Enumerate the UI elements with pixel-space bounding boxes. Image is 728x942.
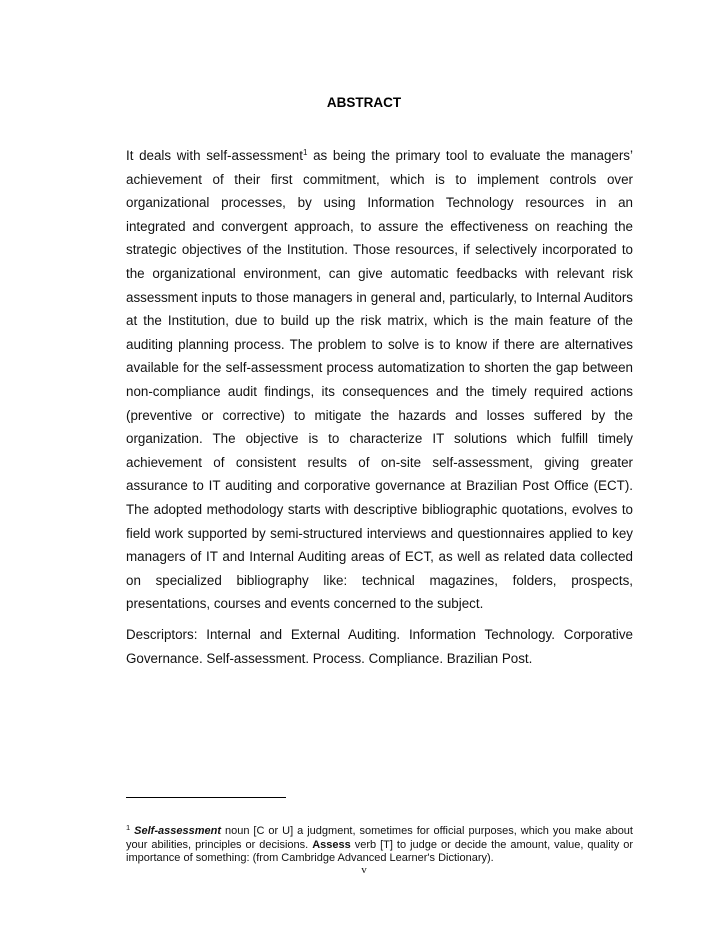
descriptors-line: Governance. Self-assessment. Process. Compliance. Brazilian Post. (126, 650, 533, 666)
footnote (126, 825, 633, 866)
abstract-line: non-compliance audit findings, its consequences and the timely required actions (126, 383, 633, 399)
abstract-line: at the Institution, due to build up the risk matrix, which is the main feature of the (126, 313, 633, 329)
abstract-line: integrated and convergent approach, to assure the effectiveness on reaching the (126, 218, 633, 234)
abstract-line: presentations, courses and events concerned to the subject. (126, 596, 484, 612)
abstract-line: field work supported by semi-structured interviews and questionnaires applied to key (126, 525, 633, 541)
descriptors-line: Descriptors: Internal and External Auditing. Information Technology. Corporative (126, 627, 633, 642)
abstract-line: It deals with self-assessment$^1$ as being the primary tool to evaluate the managers’ (126, 148, 633, 163)
abstract-line: achievement of their first commitment, which is to implement controls over (126, 171, 633, 187)
footnote-term: Self-assessment (134, 825, 221, 837)
page-title: ABSTRACT (326, 95, 402, 110)
descriptors-paragraph (126, 623, 633, 670)
abstract-line: The adopted methodology starts with descriptive bibliographic quotations, evolves to (126, 501, 633, 517)
abstract-line: strategic objectives of the Institution. Those resources, if selectively incorporated to (126, 242, 633, 258)
abstract-line: the organizational environment, can give automatic feedbacks with relevant risk (126, 265, 633, 281)
abstract-line: assurance to IT auditing and corporative governance at Brazilian Post Office (ECT). (126, 478, 633, 494)
abstract-line: organizational processes, by using Information Technology resources in an (126, 195, 633, 211)
footnote-reference: 1 (302, 148, 308, 157)
footnote-line: your abilities, principles or decisions. Assess verb [T] to judge or decide the amount, value, quality or (126, 838, 633, 851)
footnote-line: importance of something: (from Cambridge Advanced Learner's Dictionary). (126, 852, 494, 864)
abstract-line: on specialized bibliography like: technical magazines, folders, prospects, (126, 572, 633, 588)
abstract-paragraph (126, 144, 633, 616)
page-number: v (361, 864, 367, 876)
abstract-line: available for the self-assessment process automatization to shorten the gap between (126, 360, 633, 376)
abstract-line: organization. The objective is to characterize IT solutions which fulfill timely (126, 431, 633, 447)
footnote-separator (126, 797, 286, 798)
abstract-line: achievement of consistent results of on-site self-assessment, giving greater (126, 454, 633, 470)
footnote-marker: 1 (126, 823, 131, 832)
abstract-line: managers of IT and Internal Auditing areas of ECT, as well as related data collected (126, 549, 633, 565)
footnote-line: $^1$ Self-assessment noun [C or U] a judgment, sometimes for official purposes, which you make about (126, 823, 633, 837)
abstract-line: auditing planning process. The problem to solve is to know if there are alternatives (126, 336, 633, 352)
abstract-line: (preventive or corrective) to mitigate the hazards and losses suffered by the (126, 407, 633, 423)
footnote-term-assess: Assess (312, 838, 351, 851)
abstract-line: assessment inputs to those managers in general and, particularly, to Internal Auditors (126, 289, 633, 305)
